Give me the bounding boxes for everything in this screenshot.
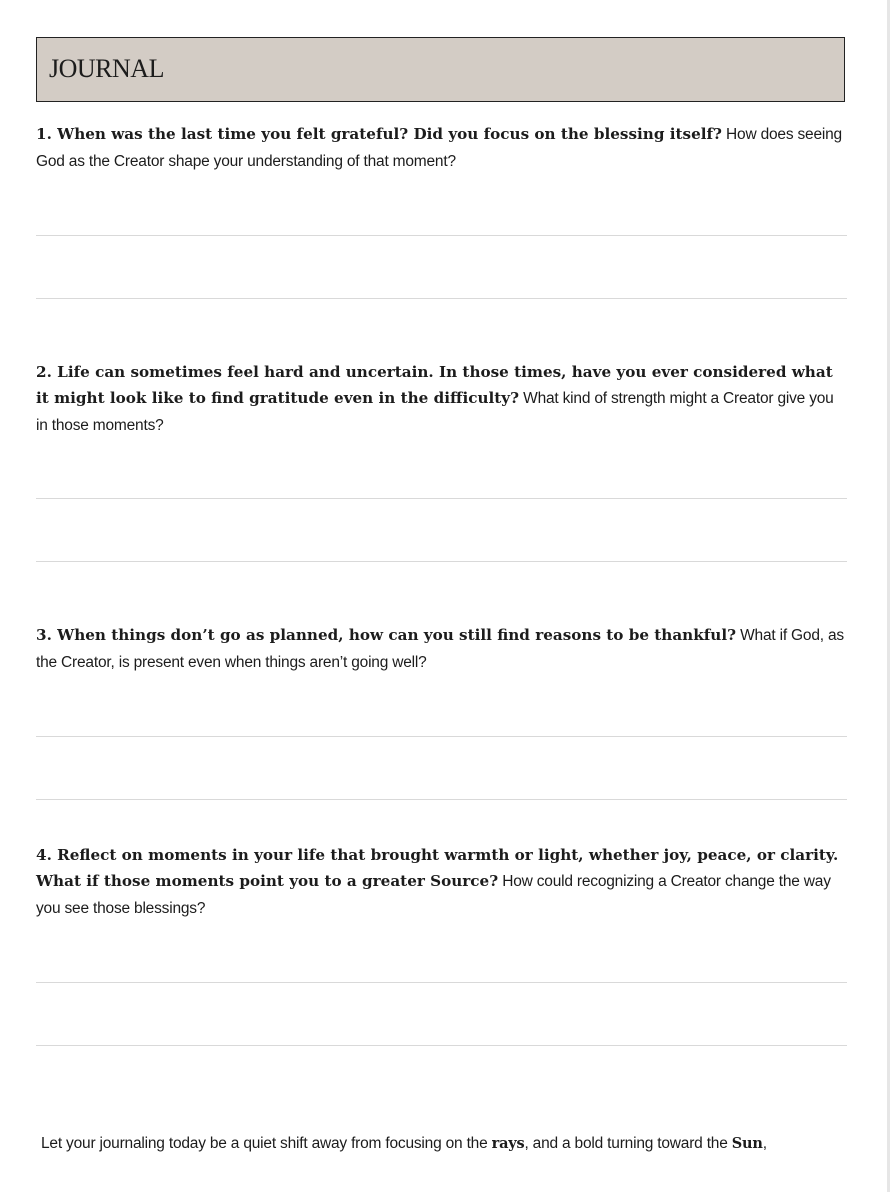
answer-line-3b[interactable] — [36, 799, 847, 800]
prompt-3-bold-text: 3. When things don’t go as planned, how can you still find reasons to be thankful? — [36, 626, 736, 644]
answer-line-1b[interactable] — [36, 298, 847, 299]
journal-prompt-4 — [36, 842, 848, 922]
closing-part-1: Let your journaling today be a quiet shift away from focusing on the — [41, 1135, 492, 1152]
closing-part-3: , — [762, 1135, 767, 1152]
answer-line-4a[interactable] — [36, 982, 847, 983]
prompt-1-plain-text: How does seeing God as the Creator shape your understanding of that moment? — [36, 126, 842, 170]
prompt-4-plain-text: How could recognizing a Creator change the way you see those blessings? — [36, 873, 831, 917]
closing-bold-rays: rays — [491, 1135, 525, 1152]
answer-line-3a[interactable] — [36, 736, 847, 737]
answer-line-2b[interactable] — [36, 561, 847, 562]
answer-line-4b[interactable] — [36, 1045, 847, 1046]
prompt-3-plain-text: What if God, as the Creator, is present even when things aren’t going well? — [36, 627, 844, 671]
prompt-2-bold-text: 2. Life can sometimes feel hard and uncertain. In those times, have you ever considered what it might look like to find gratitude even in the difficulty? — [36, 363, 833, 407]
prompt-1-bold-text: 1. When was the last time you felt grateful? Did you focus on the blessing itself? — [36, 125, 722, 143]
answer-line-2a[interactable] — [36, 498, 847, 499]
closing-bold-sun: Sun — [731, 1135, 763, 1152]
journal-prompt-1 — [36, 121, 848, 175]
page-title: JOURNAL — [49, 54, 164, 83]
answer-line-1a[interactable] — [36, 235, 847, 236]
journal-header — [36, 37, 845, 102]
journal-prompt-3 — [36, 622, 848, 676]
prompt-2-plain-text: What kind of strength might a Creator give you in those moments? — [36, 390, 834, 434]
journal-prompt-2 — [36, 359, 848, 439]
prompt-4-bold-text: 4. Reflect on moments in your life that brought warmth or light, whether joy, peace, or clarity. What if those moments point you to a greater Source? — [36, 846, 839, 890]
closing-text — [41, 1131, 871, 1157]
closing-part-2: , and a bold turning toward the — [524, 1135, 732, 1152]
